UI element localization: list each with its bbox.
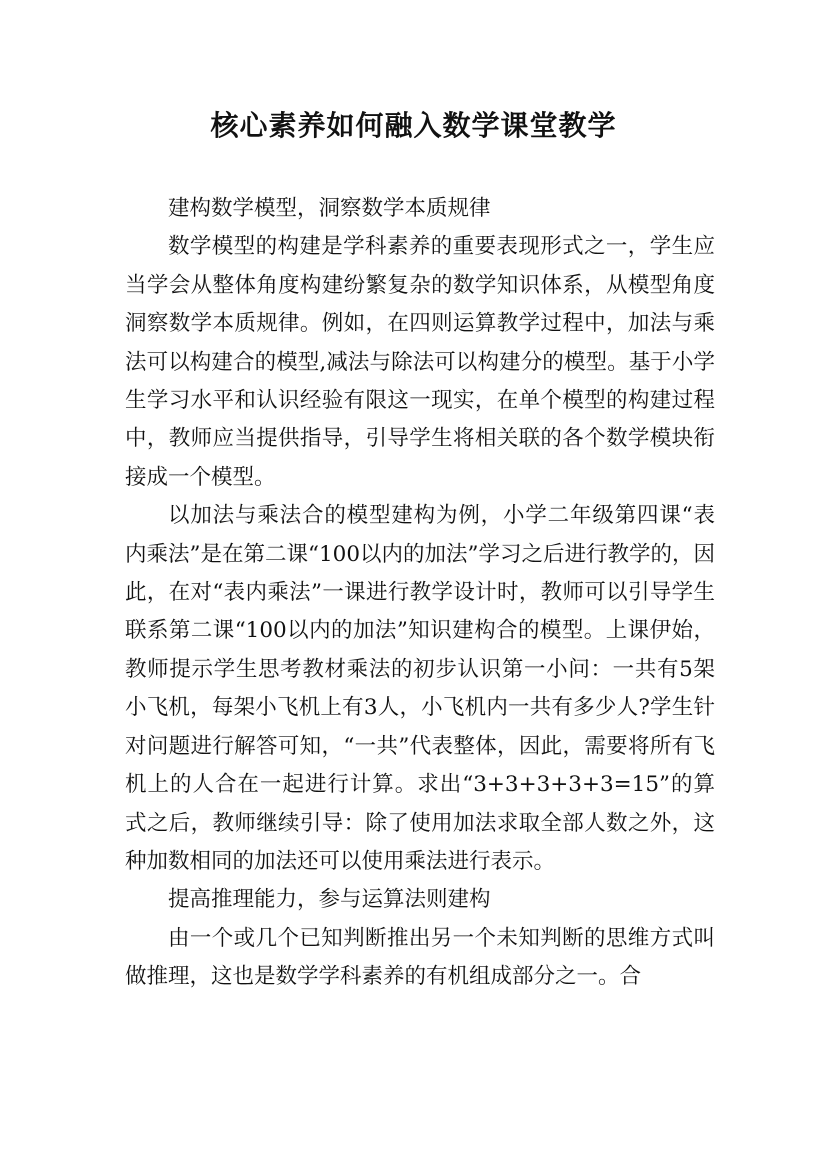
paragraph-model-building: 数学模型的构建是学科素养的重要表现形式之一，学生应当学会从整体角度构建纷繁复杂的数学知识体系，从模型角度洞察数学本质规律。例如，在四则运算教学过程中，加法与乘法可以构建合的模型,减法与除法可以构建分的模型。基于小学生学习水平和认识经验有限这一现实，在单个模型的构建过程中，教师应当提供指导，引导学生将相关联的各个数学模块衔接成一个模型。 [125,234,715,490]
section-heading-reasoning: 提高推理能力，参与运算法则建构 [168,887,491,913]
paragraph-reasoning: 由一个或几个已知判断推出另一个未知判断的思维方式叫做推理，这也是数学学科素养的有机组成部分之一。合 [125,925,715,990]
document-title: 核心素养如何融入数学课堂教学 [210,109,617,142]
section-heading-modeling: 建构数学模型，洞察数学本质规律 [168,196,491,221]
paragraph-addition-multiplication-example: 以加法与乘法合的模型建构为例，小学二年级第四课“表内乘法”是在第二课“100以内的加法”学习之后进行教学的，因此，在对“表内乘法”一课进行教学设计时，教师可以引导学生联系第二课“100以内的加法”知识建构合的模型。上课伊始，教师提示学生思考教材乘法的初步认识第一小问：一共有5架小飞机，每架小飞机上有3人，小飞机内一共有多少人?学生针对问题进行解答可知，“一共”代表整体，因此，需要将所有飞机上的人合在一起进行计算。求出“3+3+3+3+3=15”的算式之后，教师继续引导：除了使用加法求取全部人数之外，这种加数相同的加法还可以使用乘法进行表示。 [125,503,716,874]
document-body [125,190,715,997]
